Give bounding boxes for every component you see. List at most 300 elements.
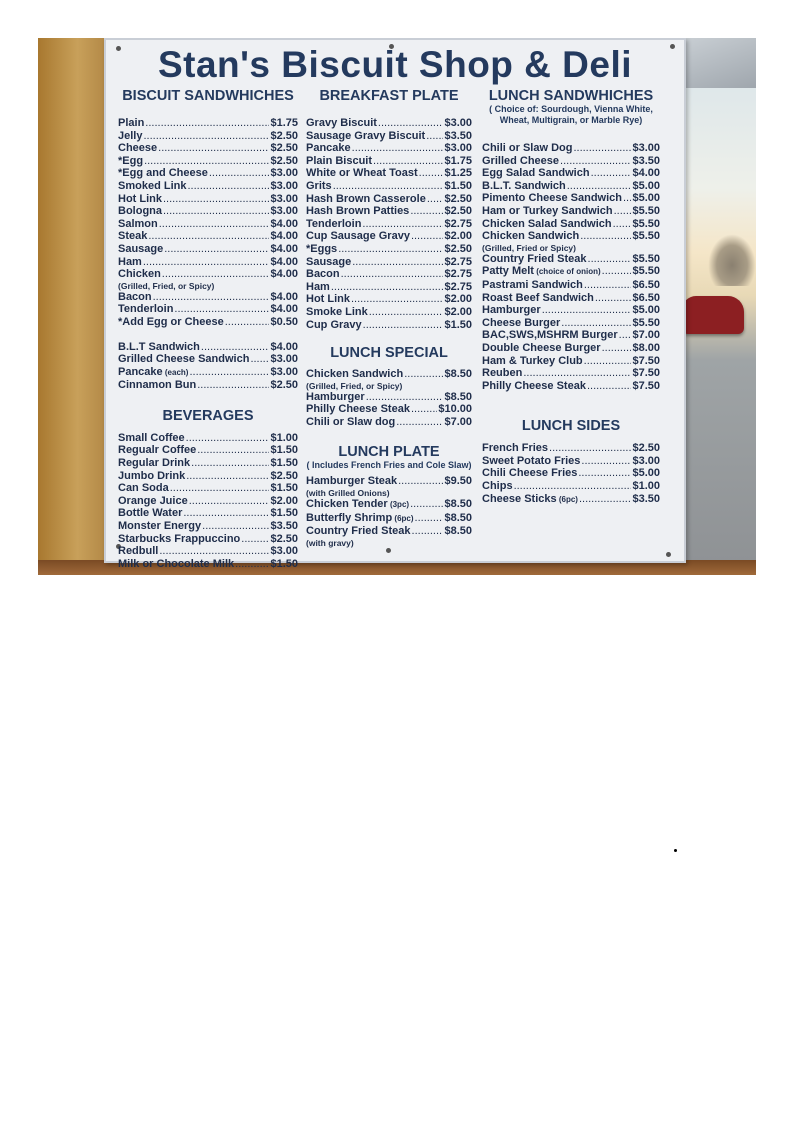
item-name: [306, 142, 351, 155]
menu-item: [118, 117, 298, 130]
item-name: [482, 167, 590, 180]
item-price: $1.50: [444, 318, 472, 331]
lunch-sandwiches-list: [482, 142, 660, 392]
item-name: [118, 167, 208, 180]
item-price: $2.00: [270, 494, 298, 507]
menu-item: [306, 268, 472, 281]
item-price: $3.00: [444, 142, 472, 155]
item-name-text: Chili or Slaw Dog: [482, 142, 573, 154]
screw-icon: [666, 552, 671, 557]
item-price: $3.50: [270, 520, 298, 533]
item-name-text: Cheese Burger: [482, 316, 561, 329]
dot-leader: [159, 218, 270, 231]
dot-leader: [338, 243, 443, 256]
item-name-text: Hamburger: [306, 390, 365, 403]
menu-item: [482, 253, 660, 266]
item-name-text: Chili or Slaw dog: [306, 415, 396, 428]
item-name-text: Roast Beef Sandwich: [482, 291, 594, 304]
item-price: $8.50: [444, 368, 472, 381]
menu-item: [306, 293, 472, 306]
item-name-text: Plain: [118, 117, 145, 129]
dot-leader: [614, 205, 632, 218]
item-price: $4.00: [270, 255, 298, 268]
dot-leader: [143, 256, 270, 269]
item-price: $3.00: [270, 192, 298, 205]
item-name-text: Grilled Cheese: [482, 154, 560, 167]
item-note: (with gravy): [306, 537, 354, 548]
item-name: [482, 142, 572, 155]
menu-item: [118, 341, 298, 354]
item-price: $9.50: [444, 475, 472, 488]
dot-leader: [411, 230, 444, 243]
item-name: [118, 218, 158, 231]
item-price: $5.50: [632, 204, 660, 217]
dot-leader: [158, 142, 269, 155]
menu-item: [482, 205, 660, 218]
menu-item: [482, 329, 660, 342]
awning: [680, 38, 756, 88]
item-name-text: Plain Biscuit: [306, 154, 373, 167]
dot-leader: [191, 457, 269, 470]
item-name: [482, 367, 522, 380]
dot-leader: [144, 155, 269, 168]
item-name: [482, 155, 559, 168]
item-name: [118, 353, 249, 366]
item-name-text: Chicken Sandwich: [482, 230, 580, 243]
menu-item: [482, 480, 660, 493]
section-heading-lunch-special: LUNCH SPECIAL: [330, 345, 448, 362]
item-qualifier: (each): [162, 367, 189, 377]
item-name: [118, 482, 169, 495]
dot-leader: [412, 525, 444, 538]
item-price: $8.00: [632, 341, 660, 354]
item-name: [482, 355, 583, 368]
item-name-text: *Egg: [118, 154, 144, 167]
item-name-text: Redbull: [118, 545, 159, 558]
item-name: [118, 457, 190, 470]
item-name: [306, 230, 410, 243]
menu-item: [306, 193, 472, 206]
item-price: $5.50: [632, 252, 660, 265]
menu-item: [118, 256, 298, 269]
item-note: (Grilled, Fried or Spicy): [482, 242, 576, 253]
dot-leader: [411, 403, 437, 416]
dot-leader: [159, 545, 269, 558]
item-name-text: Sausage: [306, 255, 352, 268]
dot-leader: [619, 329, 632, 342]
dot-leader: [584, 355, 632, 368]
dot-leader: [602, 265, 632, 278]
menu-item: [118, 268, 298, 281]
item-name-text: B.L.T Sandwich: [118, 340, 200, 353]
item-name: [306, 525, 411, 538]
menu-item: [306, 368, 472, 381]
dot-leader: [189, 495, 270, 508]
section-heading-lunch-sandwiches: LUNCH SANDWHICHES: [488, 88, 654, 104]
item-name-text: Smoke Link: [306, 305, 368, 318]
item-price: $0.50: [270, 315, 298, 328]
dot-leader: [366, 391, 444, 404]
menu-item: [482, 317, 660, 330]
item-price: $4.00: [270, 290, 298, 303]
menu-item: [306, 130, 472, 143]
item-name-text: *Eggs: [306, 242, 338, 255]
item-price: $3.00: [270, 353, 298, 366]
item-price: $4.00: [270, 268, 298, 281]
item-price: $2.50: [270, 532, 298, 545]
item-name: [306, 130, 425, 143]
wall: [38, 38, 104, 575]
item-name: [306, 475, 397, 488]
item-name-text: White or Wheat Toast: [306, 167, 418, 180]
item-name: [118, 117, 144, 130]
item-price: $1.50: [444, 179, 472, 192]
dot-leader: [378, 117, 444, 130]
column-left: [118, 88, 298, 570]
item-price: $2.75: [444, 280, 472, 293]
trees: [708, 234, 756, 286]
item-price: $2.50: [270, 379, 298, 392]
menu-item: [118, 520, 298, 533]
menu-board: [104, 38, 686, 570]
menu-item: [118, 130, 298, 143]
item-name: [118, 507, 182, 520]
menu-item: [118, 470, 298, 483]
item-name-text: Cinnamon Bun: [118, 379, 197, 392]
item-name: [306, 306, 368, 319]
item-qualifier: (3pc): [387, 500, 410, 510]
dot-leader: [398, 475, 443, 488]
dot-leader: [202, 520, 269, 533]
item-name: [118, 379, 196, 392]
item-name: [118, 303, 173, 316]
menu-item: [118, 291, 298, 304]
menu-item: [118, 353, 298, 366]
item-name: [306, 416, 395, 429]
dot-leader: [351, 293, 443, 306]
item-name: [306, 243, 337, 256]
item-qualifier: (6pc): [556, 494, 578, 504]
item-qualifier: (6pc): [392, 513, 414, 523]
item-price: $3.00: [270, 205, 298, 218]
item-name: [306, 167, 418, 180]
menu-item: [306, 281, 472, 294]
menu-item: [482, 265, 660, 279]
dot-leader: [352, 256, 443, 269]
item-price: $7.00: [444, 415, 472, 428]
item-price: $3.50: [632, 492, 660, 505]
item-name: [118, 520, 201, 533]
item-name-text: Ham: [118, 255, 142, 268]
item-price: $4.00: [632, 167, 660, 180]
dot-leader: [148, 230, 269, 243]
dot-leader: [153, 291, 270, 304]
item-price: $7.50: [632, 379, 660, 392]
item-price: $1.00: [632, 480, 660, 493]
item-name: [482, 265, 601, 279]
item-price: $5.00: [632, 304, 660, 317]
dot-leader: [584, 279, 632, 292]
menu-item: [482, 218, 660, 231]
item-name-text: Hot Link: [118, 192, 162, 205]
item-name: [118, 268, 161, 281]
menu-item: [306, 498, 472, 512]
item-name-text: Pimento Cheese Sandwich: [482, 192, 622, 205]
menu-item: [306, 243, 472, 256]
item-price: $2.50: [270, 154, 298, 167]
dot-leader: [396, 416, 443, 429]
dot-leader: [333, 180, 444, 193]
item-price: $2.75: [444, 217, 472, 230]
item-name-text: Chicken Tender: [306, 498, 388, 511]
item-name: [306, 256, 351, 269]
item-name: [118, 256, 142, 269]
dot-leader: [410, 498, 443, 511]
menu-item: [118, 507, 298, 520]
dot-leader: [426, 130, 443, 143]
item-name: [306, 512, 414, 526]
menu-item: [306, 205, 472, 218]
item-note: (Grilled, Fried, or Spicy): [306, 380, 403, 391]
item-name-text: Chips: [482, 480, 513, 493]
item-price: $6.50: [632, 291, 660, 304]
item-name-text: Cup Sausage Gravy: [306, 230, 410, 243]
dot-leader: [514, 480, 632, 493]
section-heading-lunch-plate: LUNCH PLATE: [338, 444, 440, 461]
dot-leader: [162, 268, 270, 281]
item-name-text: Cheese Sticks: [482, 492, 557, 505]
menu-item: [482, 155, 660, 168]
item-name: [306, 498, 409, 512]
item-name: [306, 281, 330, 294]
menu-item: [482, 380, 660, 393]
column-middle: [306, 88, 472, 548]
dot-leader: [542, 304, 632, 317]
item-name-text: Regular Drink: [118, 457, 191, 470]
menu-item: [118, 180, 298, 193]
dot-leader: [561, 317, 631, 330]
item-note: (Grilled, Fried, or Spicy): [118, 280, 215, 291]
item-name-text: Country Fried Steak: [482, 252, 587, 265]
item-name-text: Starbucks Frappuccino: [118, 532, 241, 545]
item-name-text: Bacon: [306, 268, 340, 281]
item-name: [118, 316, 224, 329]
menu-item: [482, 304, 660, 317]
item-price: $1.50: [270, 444, 298, 457]
item-name: [482, 230, 579, 243]
dot-leader: [163, 193, 269, 206]
item-name-text: Pancake: [306, 142, 351, 155]
item-name-text: Ham: [306, 280, 330, 293]
item-price: $5.50: [632, 217, 660, 230]
shop-title: Stan's Biscuit Shop & Deli: [157, 44, 633, 85]
item-price: $3.00: [632, 454, 660, 467]
section-heading-breakfast: BREAKFAST PLATE: [319, 88, 459, 104]
dot-leader: [197, 444, 269, 457]
item-name: [118, 205, 162, 218]
item-price: $3.00: [632, 142, 660, 154]
item-price: $3.00: [270, 545, 298, 558]
dot-leader: [143, 130, 269, 143]
item-price: $1.50: [270, 457, 298, 470]
item-price: $10.00: [438, 403, 472, 416]
section-heading-biscuit: BISCUIT SANDWHICHES: [122, 88, 294, 104]
item-name-text: Gravy Biscuit: [306, 117, 377, 129]
dot-leader: [163, 205, 269, 218]
dot-leader: [523, 367, 631, 380]
dot-leader: [369, 306, 444, 319]
menu-item: [118, 379, 298, 392]
item-price: $3.00: [444, 117, 472, 129]
menu-item: [118, 230, 298, 243]
item-price: $4.00: [270, 303, 298, 316]
dot-leader: [427, 193, 444, 206]
menu-item: [118, 167, 298, 180]
item-price: $1.25: [444, 167, 472, 180]
item-name-text: Ham & Turkey Club: [482, 354, 583, 367]
breakfast-list: [306, 117, 472, 331]
item-name: [118, 533, 240, 546]
menu-item: [306, 416, 472, 429]
item-name-text: Orange Juice: [118, 494, 188, 507]
item-name-text: Small Coffee: [118, 431, 185, 444]
item-name-text: Chili Cheese Fries: [482, 467, 578, 480]
lunch-plate-subheading: ( Includes French Fries and Cole Slaw): [306, 460, 472, 471]
dot-leader: [197, 379, 269, 392]
item-name-text: Chicken Sandwich: [306, 368, 404, 381]
item-name: [306, 193, 426, 206]
dot-leader: [373, 155, 443, 168]
item-price: $2.50: [444, 242, 472, 255]
item-name: [482, 467, 577, 480]
item-name: [482, 480, 513, 493]
item-price: $8.50: [444, 511, 472, 524]
item-price: $2.50: [270, 142, 298, 155]
item-price: $1.50: [270, 557, 298, 570]
dot-leader: [187, 180, 269, 193]
item-name-text: Smoked Link: [118, 179, 187, 192]
item-name: [482, 342, 601, 355]
dot-leader: [602, 342, 632, 355]
dot-leader: [189, 366, 269, 379]
item-name: [482, 292, 594, 305]
item-name: [482, 279, 583, 292]
item-name: [118, 193, 162, 206]
item-price: $1.50: [270, 507, 298, 520]
item-name: [306, 319, 362, 332]
item-price: $3.50: [444, 129, 472, 142]
item-name: [482, 442, 548, 455]
dot-leader: [174, 303, 269, 316]
item-name: [118, 243, 163, 256]
item-price: $4.00: [270, 217, 298, 230]
item-name-text: Salmon: [118, 217, 158, 230]
menu-item: [306, 391, 472, 404]
item-price: $7.50: [632, 367, 660, 380]
item-name-text: Milk or Chocolate Milk: [118, 557, 235, 570]
item-price: $5.00: [632, 179, 660, 192]
item-name-text: Pancake: [118, 365, 163, 378]
menu-item: [482, 367, 660, 380]
menu-item: [118, 558, 298, 571]
item-name: [118, 142, 157, 155]
menu-item: [482, 230, 660, 243]
dot-leader: [595, 292, 632, 305]
item-name-text: Jumbo Drink: [118, 469, 186, 482]
item-name: [482, 304, 541, 317]
dot-leader: [404, 368, 443, 381]
item-price: $4.00: [270, 230, 298, 243]
item-price: $5.00: [632, 467, 660, 480]
menu-item: [118, 457, 298, 470]
menu-item: [482, 192, 660, 205]
item-name: [482, 455, 580, 468]
dot-leader: [623, 192, 631, 205]
lunch-special-list: [306, 368, 472, 428]
item-name: [482, 317, 560, 330]
item-name-text: Double Cheese Burger: [482, 341, 601, 354]
dot-leader: [209, 167, 270, 180]
item-price: $4.00: [270, 340, 298, 353]
menu-item: [118, 432, 298, 445]
dot-leader: [183, 507, 269, 520]
item-price: $8.50: [444, 390, 472, 403]
item-name: [482, 205, 613, 218]
menu-item: [482, 493, 660, 507]
item-name-text: Grits: [306, 179, 332, 192]
menu-item: [482, 342, 660, 355]
item-price: $3.50: [632, 154, 660, 167]
item-name-text: Steak: [118, 230, 148, 243]
dot-leader: [250, 353, 269, 366]
item-price: $5.50: [632, 316, 660, 329]
menu-item: [482, 167, 660, 180]
item-name: [306, 403, 410, 416]
item-price: $2.50: [270, 129, 298, 142]
item-name-text: Egg Salad Sandwich: [482, 167, 590, 180]
item-name-text: Tenderloin: [306, 217, 362, 230]
item-name-text: Patty Melt: [482, 265, 534, 278]
item-price: $3.00: [270, 179, 298, 192]
dot-leader: [186, 432, 270, 445]
dot-leader: [170, 482, 270, 495]
item-name-text: Sweet Potato Fries: [482, 454, 581, 467]
item-price: $5.50: [632, 265, 660, 278]
dot-leader: [560, 155, 631, 168]
item-qualifier: (choice of onion): [533, 267, 601, 277]
item-name: [306, 218, 361, 231]
lunch-sandwiches-subheading: ( Choice of: Sourdough, Vienna White, Wheat, Multigrain, or Marble Rye): [489, 104, 653, 125]
item-name: [118, 444, 196, 457]
item-name: [482, 180, 566, 193]
item-name: [118, 130, 142, 143]
item-name-text: Hash Brown Casserole: [306, 192, 426, 205]
biscuit-list: [118, 117, 298, 329]
item-name: [118, 470, 185, 483]
menu-item: [306, 180, 472, 193]
screw-icon: [386, 548, 391, 553]
item-name: [118, 495, 188, 508]
item-name-text: Hot Link: [306, 293, 350, 306]
item-name-text: Jelly: [118, 129, 143, 142]
dot-leader: [186, 470, 269, 483]
item-name-text: *Add Egg or Cheese: [118, 315, 224, 328]
menu-item: [306, 306, 472, 319]
menu-item: [482, 442, 660, 455]
item-name-text: Philly Cheese Steak: [306, 403, 410, 416]
beverages-list: [118, 432, 298, 571]
menu-item: [118, 193, 298, 206]
